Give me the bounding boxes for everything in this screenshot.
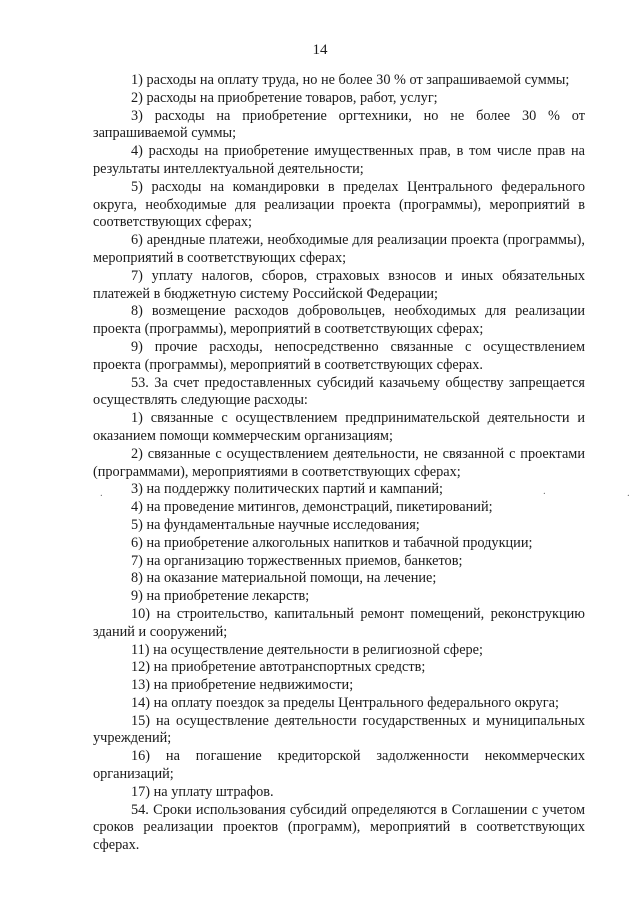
paragraph: 9) на приобретение лекарств; — [131, 588, 310, 605]
document-body — [93, 72, 585, 855]
paragraph: 8) возмещение расходов добровольцев, необходимых для реализации проекта (программы), мероприятий в соответствующих сферах; — [93, 303, 585, 338]
paragraph: 5) расходы на командировки в пределах Центрального федерального округа, необходимые для реализации проекта (программы), мероприятий в соответствующих сферах; — [93, 178, 585, 231]
paragraph: 3) на поддержку политических партий и кампаний; — [131, 481, 444, 498]
paragraph: 6) арендные платежи, необходимые для реализации проекта (программы), мероприятий в соответствующих сферах; — [93, 232, 585, 266]
paragraph: 8) на оказание материальной помощи, на лечение; — [131, 570, 437, 587]
scan-artifact-left: . — [100, 487, 103, 499]
paragraph: 15) на осуществление деятельности государственных и муниципальных учреждений; — [93, 712, 585, 747]
paragraph: 2) связанные с осуществлением деятельности, не связанной с проектами (программами), мероприятиями в соответствующих сферах; — [93, 445, 585, 480]
paragraph: 4) на проведение митингов, демонстраций, пикетирований; — [131, 499, 493, 516]
paragraph: 1) расходы на оплату труда, но не более 30 % от запрашиваемой суммы; — [131, 72, 570, 88]
paragraph: 3) расходы на приобретение оргтехники, но не более 30 % от запрашиваемой суммы; — [93, 107, 585, 142]
paragraph: 9) прочие расходы, непосредственно связанные с осуществлением проекта (программы), мероприятий в соответствующих сферах. — [93, 338, 585, 373]
paragraph: 6) на приобретение алкогольных напитков и табачной продукции; — [131, 534, 533, 551]
section-53-heading: 53. За счет предоставленных субсидий казачьему обществу запрещается осуществлять следующие расходы: — [93, 374, 585, 409]
paragraph: 2) расходы на приобретение товаров, работ, услуг; — [131, 89, 438, 106]
scan-artifact-edge: . — [627, 487, 630, 499]
paragraph: 11) на осуществление деятельности в религиозной сфере; — [131, 641, 484, 658]
paragraph: 13) на приобретение недвижимости; — [131, 677, 354, 694]
page-number: 14 — [312, 42, 328, 58]
paragraph: 17) на уплату штрафов. — [131, 783, 274, 800]
paragraph: 5) на фундаментальные научные исследования; — [131, 516, 420, 533]
paragraph: 12) на приобретение автотранспортных средств; — [131, 659, 426, 676]
scan-artifact-right: . — [543, 485, 546, 497]
section-54-paragraph: 54. Сроки использования субсидий определяются в Соглашении с учетом сроков реализации проектов (программ), мероприятий в соответствующих сферах. — [93, 801, 585, 854]
paragraph: 1) связанные с осуществлением предпринимательской деятельности и оказанием помощи коммерческим организациям; — [93, 410, 585, 444]
paragraph: 16) на погашение кредиторской задолженности некоммерческих организаций; — [93, 748, 585, 783]
paragraph: 7) на организацию торжественных приемов, банкетов; — [131, 552, 463, 569]
paragraph: 4) расходы на приобретение имущественных прав, в том числе прав на результаты интеллектуальной деятельности; — [93, 143, 585, 177]
paragraph: 10) на строительство, капитальный ремонт помещений, реконструкцию зданий и сооружений; — [93, 605, 585, 640]
paragraph: 14) на оплату поездок за пределы Центрального федерального округа; — [131, 694, 559, 711]
paragraph: 7) уплату налогов, сборов, страховых взносов и иных обязательных платежей в бюджетную систему Российской Федерации; — [93, 267, 585, 302]
